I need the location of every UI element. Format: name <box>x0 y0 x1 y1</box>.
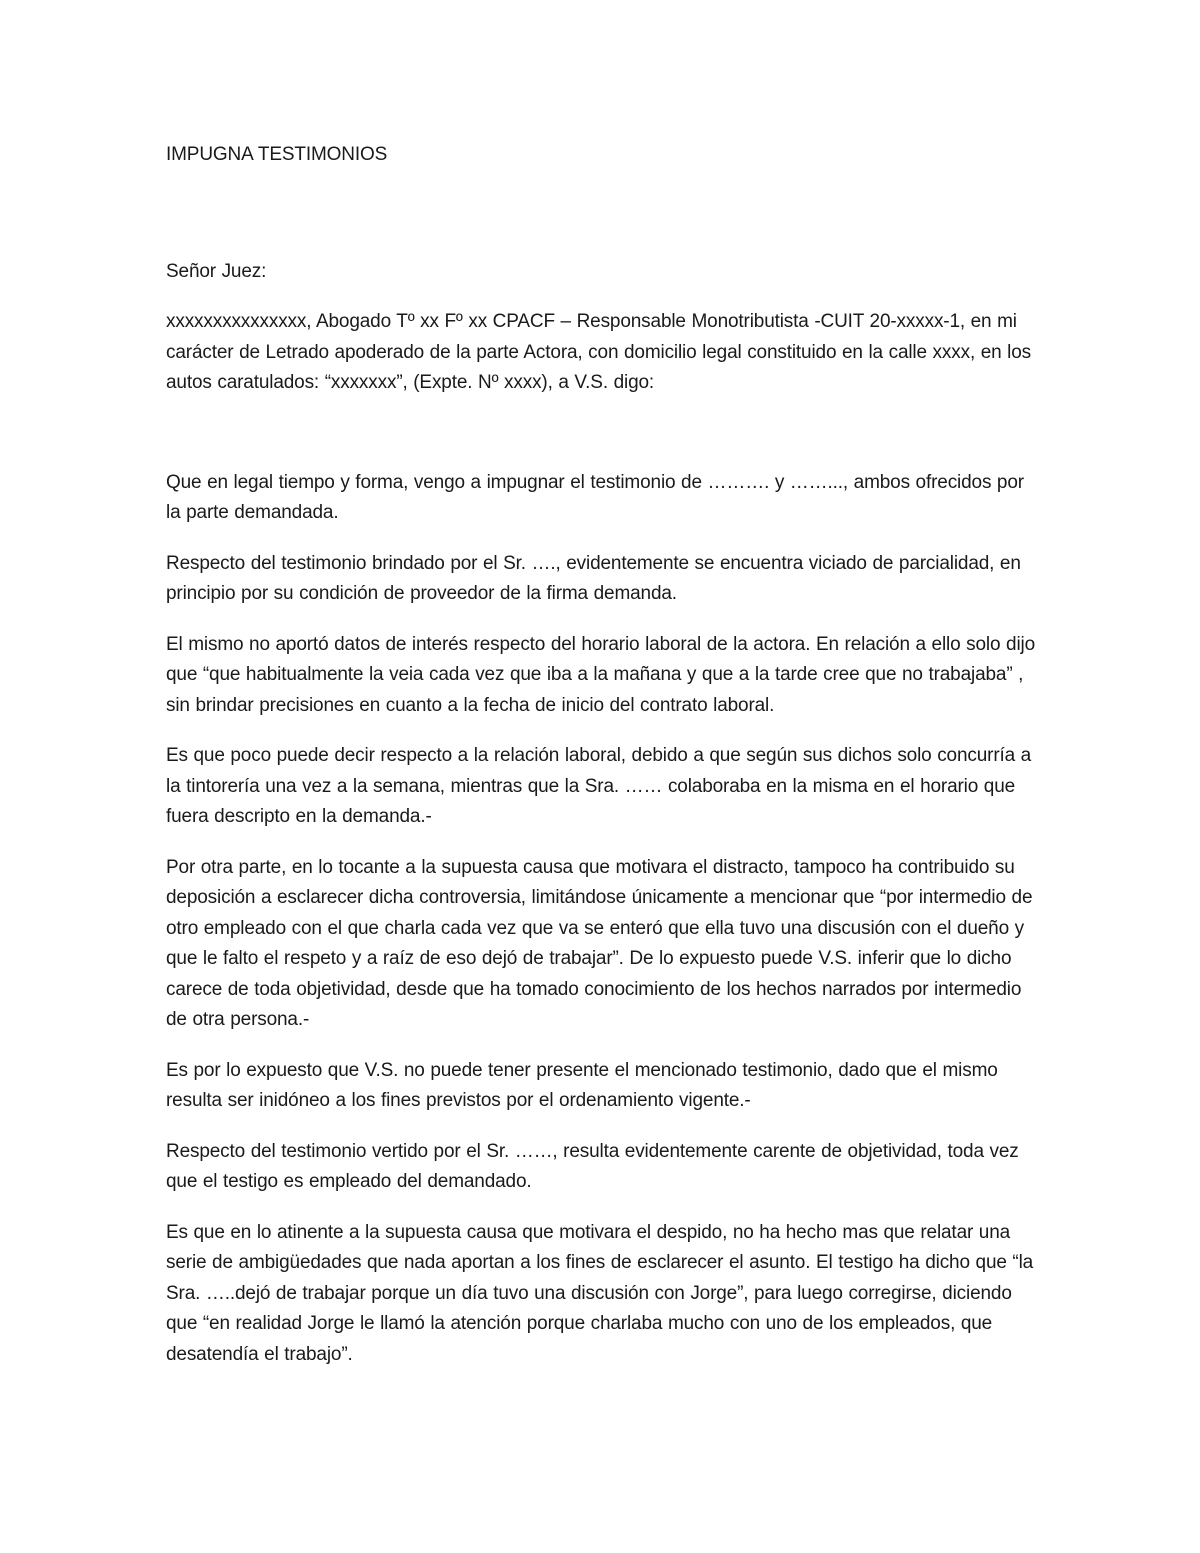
body-paragraph: Es que poco puede decir respecto a la relación laboral, debido a que según sus dichos solo concurría a la tintorería una vez a la semana, mientras que la Sra. …… colaboraba en la misma en el horario que fuera descripto en la demanda.- <box>166 745 1032 827</box>
document-title: IMPUGNA TESTIMONIOS <box>166 144 388 165</box>
body-paragraph: Respecto del testimonio brindado por el Sr. …., evidentemente se encuentra viciado de parcialidad, en principio por su condición de proveedor de la firma demanda. <box>166 552 1021 604</box>
body-paragraph: Es que en lo atinente a la supuesta causa que motivara el despido, no ha hecho mas que relatar una serie de ambigüedades que nada aportan a los fines de esclarecer el asunto. El testigo ha dicho que “la Sra. …..dejó de trabajar porque un día tuvo una discusión con Jorge”, para luego corregirse, diciendo que “en realidad Jorge le llamó la atención porque charlaba mucho con uno de los empleados, que desatendía el trabajo”. <box>166 1221 1034 1365</box>
greeting: Señor Juez: <box>166 260 267 282</box>
body-paragraph: Es por lo expuesto que V.S. no puede tener presente el mencionado testimonio, dado que el mismo resulta ser inidóneo a los fines previstos por el ordenamiento vigente.- <box>166 1059 998 1111</box>
document-body <box>166 140 1038 1370</box>
body-paragraph: Por otra parte, en lo tocante a la supuesta causa que motivara el distracto, tampoco ha contribuido su deposición a esclarecer dicha controversia, limitándose únicamente a mencionar que “por intermedio de otro empleado con el que charla cada vez que va se enteró que ella tuvo una discusión con el dueño y que le falto el respeto y a raíz de eso dejó de trabajar”. De lo expuesto puede V.S. inferir que lo dicho carece de toda objetividad, desde que ha tomado conocimiento de los hechos narrados por intermedio de otra persona.- <box>166 856 1033 1030</box>
body-paragraph: El mismo no aportó datos de interés respecto del horario laboral de la actora. En relación a ello solo dijo que “que habitualmente la veia cada vez que iba a la mañana y que a la tarde cree que no trabajaba” , sin brindar precisiones en cuanto a la fecha de inicio del contrato laboral. <box>166 633 1035 716</box>
body-paragraph: Respecto del testimonio vertido por el Sr. ……, resulta evidentemente carente de objetividad, toda vez que el testigo es empleado del demandado. <box>166 1140 1019 1192</box>
body-paragraph: Que en legal tiempo y forma, vengo a impugnar el testimonio de ………. y ……..., ambos ofrecidos por la parte demandada. <box>166 471 1024 523</box>
intro-paragraph: xxxxxxxxxxxxxxx, Abogado Tº xx Fº xx CPACF – Responsable Monotributista -CUIT 20-xxxxx-1, en mi carácter de Letrado apoderado de la parte Actora, con domicilio legal constituido en la calle xxxx, en los autos caratulados: “xxxxxxx”, (Expte. Nº xxxx), a V.S. digo: <box>166 311 1032 393</box>
